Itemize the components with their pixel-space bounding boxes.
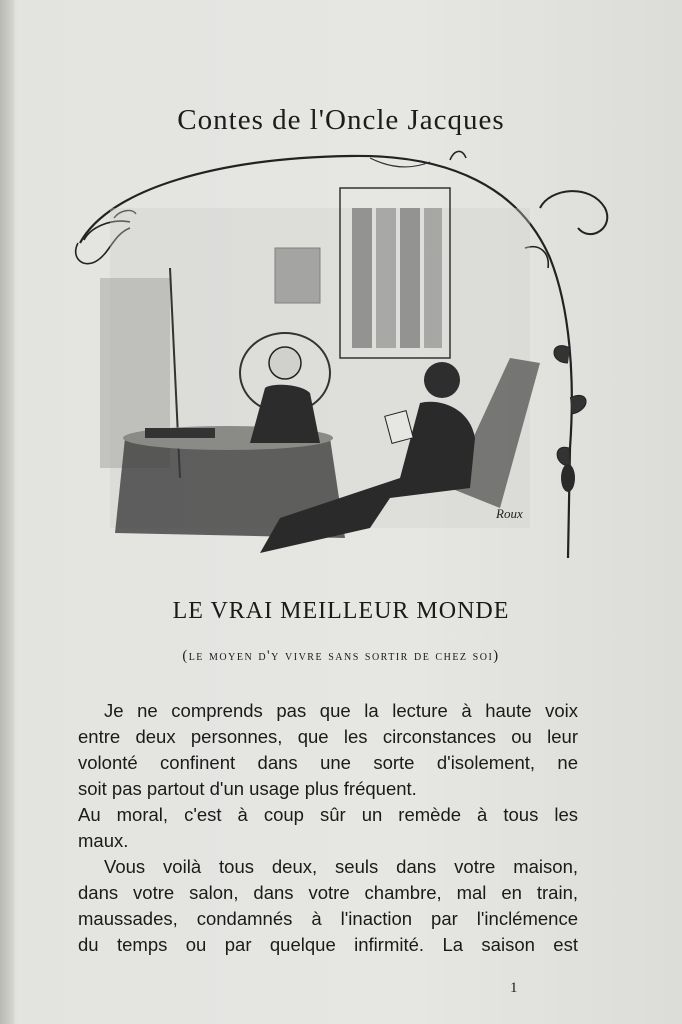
book-gutter	[0, 0, 14, 1024]
engraving-illustration	[70, 148, 615, 568]
body-line: dans votre salon, dans votre chambre, mal en train,	[78, 882, 578, 903]
body-line: entre deux personnes, que les circonstances ou leur	[78, 726, 578, 747]
chapter-title: LE VRAI MEILLEUR MONDE	[172, 598, 510, 624]
chapter-subtitle: (le moyen d'y vivre sans sortir de chez soi)	[182, 648, 500, 664]
illustrator-signature: Roux	[496, 506, 523, 521]
body-line: soit pas partout d'un usage plus fréquent.	[78, 778, 417, 799]
running-head: Contes de l'Oncle Jacques	[177, 104, 505, 136]
body-line: Je ne comprends pas que la lecture à haute voix	[104, 700, 578, 721]
page-number: 1	[510, 980, 518, 996]
body-line: Au moral, c'est à coup sûr un remède à tous les	[78, 804, 578, 825]
body-line: volonté confinent dans une sorte d'isolement, ne	[78, 752, 578, 773]
body-line: Vous voilà tous deux, seuls dans votre maison,	[104, 856, 578, 877]
body-text	[78, 698, 578, 958]
body-line: du temps ou par quelque infirmité. La saison est	[78, 934, 578, 955]
body-line: maussades, condamnés à l'inaction par l'inclémence	[78, 908, 578, 929]
body-line: maux.	[78, 830, 129, 851]
